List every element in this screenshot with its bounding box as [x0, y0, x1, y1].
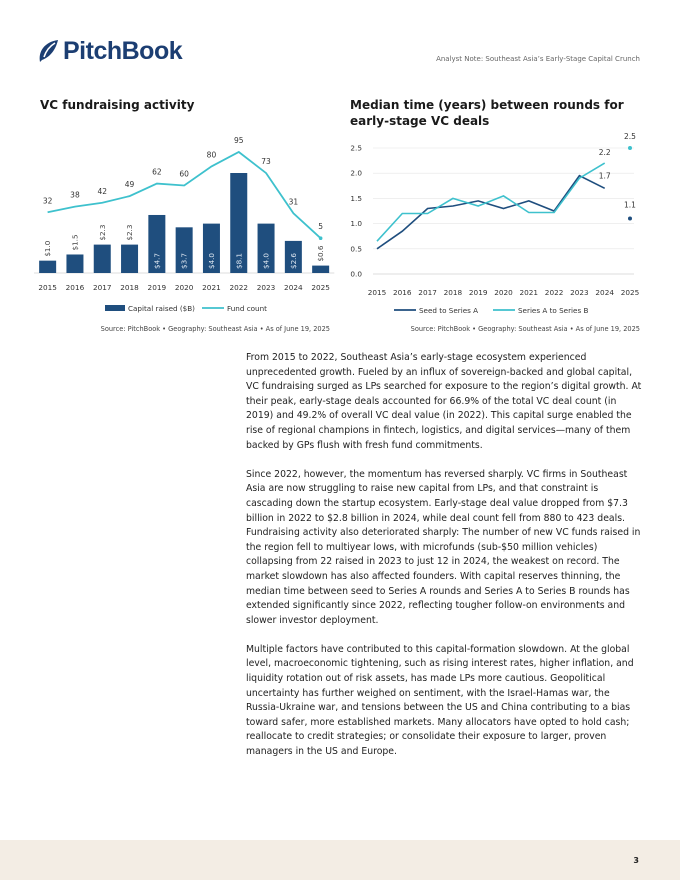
- analyst-note: Analyst Note: Southeast Asia’s Early-Stage Capital Crunch: [436, 55, 640, 63]
- data-label: 2.2: [598, 148, 611, 158]
- capital-bar-label: $0.6: [316, 245, 326, 262]
- page-number: 3: [633, 856, 639, 865]
- x-tick-label: 2021: [519, 288, 539, 297]
- capital-bar-label: $4.0: [261, 252, 271, 269]
- capital-bar-label: $3.7: [179, 252, 189, 269]
- capital-bar: [121, 245, 138, 273]
- x-tick-label: 2017: [92, 283, 112, 292]
- seed-to-a-line: [377, 176, 605, 249]
- x-tick-label: 2023: [570, 288, 589, 297]
- x-tick-label: 2018: [120, 283, 139, 292]
- fund-count-label: 5: [318, 222, 324, 232]
- y-tick-label: 2.5: [350, 143, 362, 153]
- fund-count-label: 95: [233, 136, 244, 145]
- x-tick-label: 2017: [418, 288, 437, 297]
- capital-bar: [94, 245, 111, 273]
- median-time-chart-title: Median time (years) between rounds for early-stage VC deals: [350, 98, 624, 128]
- paragraph-1: From 2015 to 2022, Southeast Asia’s early-stage ecosystem experienced unprecedented growth. Fueled by an influx of sovereign-backed and global capital, VC fundraising surged as LPs searched for exposure to the region’s digital growth. At their peak, early-stage deals accounted for 66.9% of the total VC deal count (in 2019) and 49.2% of overall VC deal value (in 2022). This capital surge enabled the rise of regional champions in fintech, logistics, and digital services—many of them backed by GPs flush with fresh fund commitments.: [246, 352, 642, 451]
- capital-bar: [312, 266, 329, 273]
- y-tick-label: 1.0: [350, 219, 362, 229]
- fund-count-label: 31: [288, 197, 299, 207]
- legend-capital-label: Capital raised ($B): [128, 304, 195, 313]
- capital-bar-label: $1.0: [43, 240, 53, 257]
- fund-count-label: 38: [70, 190, 80, 200]
- capital-bar-label: $2.3: [125, 224, 135, 241]
- x-tick-label: 2019: [147, 283, 167, 292]
- x-tick-label: 2019: [468, 288, 488, 297]
- x-tick-label: 2024: [284, 283, 303, 292]
- paragraph-2: Since 2022, however, the momentum has reversed sharply. VC firms in Southeast Asia are now struggling to raise new capital from LPs, and that constraint is cascading down the startup ecosystem. Early-stage deal value dropped from $7.3 billion in 2022 to $2.8 billion in 2024, while deal count fell from 880 to 423 deals. Fundraising activity also deteriorated sharply: The number of new VC funds raised in the region fell to multiyear lows, with microfunds (sub-$50 million vehicles) collapsing from 22 raised in 2023 to just 12 in 2024, the weakest on record. The market slowdown has also affected founders. With capital reserves thinning, the median time between seed to Series A rounds and Series A to Series B rounds has extended significantly since 2022, reflecting tougher follow-on environments and slower investor deployment.: [246, 468, 641, 626]
- fund-count-label: 62: [152, 167, 162, 177]
- y-tick-label: 2.0: [350, 168, 362, 178]
- capital-bar-label: $4.0: [206, 252, 216, 269]
- x-tick-label: 2023: [256, 283, 276, 292]
- a-to-b-line: [377, 163, 605, 241]
- capital-bar-label: $8.1: [234, 252, 244, 269]
- capital-bar: [39, 261, 56, 273]
- x-tick-label: 2022: [229, 283, 249, 292]
- x-tick-label: 2015: [367, 288, 387, 297]
- data-label: 2.5: [624, 132, 636, 141]
- fund-count-label: 32: [42, 196, 53, 206]
- pitchbook-logo: [36, 36, 182, 66]
- x-tick-label: 2025: [311, 283, 330, 292]
- x-tick-label: 2016: [393, 288, 412, 297]
- fund-count-point: [319, 236, 323, 240]
- fund-count-label: 49: [124, 180, 135, 190]
- legend-ab-label: Series A to Series B: [518, 306, 589, 315]
- x-tick-label: 2025: [620, 288, 640, 297]
- data-label: 1.7: [598, 171, 611, 181]
- fundraising-chart-title: VC fundraising activity: [40, 98, 195, 112]
- y-tick-label: 0.5: [350, 244, 362, 254]
- legend-fund-label: Fund count: [227, 304, 267, 313]
- fund-count-label: 80: [206, 150, 217, 160]
- x-tick-label: 2018: [443, 288, 463, 297]
- y-tick-label: 0.0: [350, 269, 362, 279]
- fund-count-label: 60: [179, 169, 189, 179]
- fundraising-chart-source: Source: PitchBook • Geography: Southeast Asia • As of June 19, 2025: [100, 325, 330, 333]
- median-time-chart-source: Source: PitchBook • Geography: Southeast Asia • As of June 19, 2025: [410, 325, 640, 333]
- capital-bar-label: $4.7: [152, 252, 162, 269]
- x-tick-label: 2021: [202, 283, 221, 292]
- x-tick-label: 2015: [38, 283, 57, 292]
- legend-seed-label: Seed to Series A: [419, 306, 479, 315]
- pitchbook-leaf-icon: [36, 38, 60, 64]
- capital-bar: [66, 254, 83, 273]
- legend-capital-swatch: [105, 305, 125, 311]
- paragraph-3: Multiple factors have contributed to this capital-formation slowdown. At the global level, macroeconomic tightening, such as rising interest rates, higher inflation, and liquidity rotation out of risk assets, has made LPs more cautious. Geopolitical uncertainty has further weighed on sentiment, with the Israel-Hamas war, the Russia-Ukraine war, and tensions between the US and China contributing to a bias toward safer, more established markets. Many allocators have opted to hold cash; reallocate to credit strategies; or consolidate their exposure to larger, proven managers in the US and Europe.: [246, 643, 634, 758]
- x-tick-label: 2022: [544, 288, 564, 297]
- x-tick-label: 2024: [595, 288, 614, 297]
- fundraising-chart: [30, 130, 340, 320]
- logo-text: PitchBook: [63, 36, 183, 65]
- y-tick-label: 1.5: [350, 193, 362, 203]
- body-text: [246, 351, 642, 774]
- footer: [0, 840, 680, 880]
- median-time-chart: [340, 130, 650, 320]
- capital-bar-label: $2.3: [97, 224, 107, 241]
- x-tick-label: 2020: [174, 283, 194, 292]
- x-tick-label: 2020: [494, 288, 513, 297]
- fund-count-line: [48, 152, 324, 238]
- x-tick-label: 2016: [65, 283, 85, 292]
- data-label: 1.1: [624, 200, 636, 210]
- capital-bar-label: $2.6: [288, 252, 298, 269]
- a-to-b-2025-point: [628, 146, 632, 150]
- seed-to-a-2025-point: [628, 217, 632, 221]
- fund-count-label: 42: [97, 186, 108, 196]
- fund-count-label: 73: [261, 157, 271, 167]
- capital-bar-label: $1.5: [70, 234, 80, 251]
